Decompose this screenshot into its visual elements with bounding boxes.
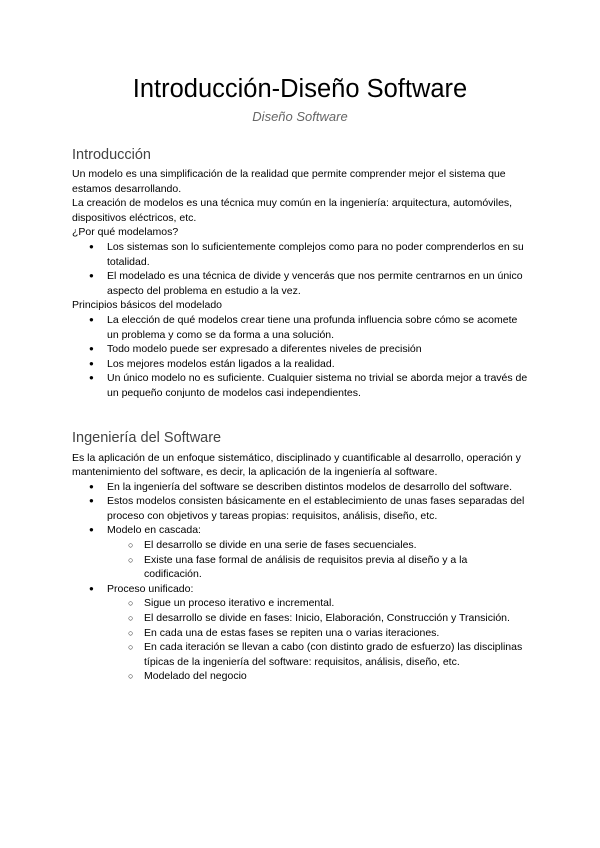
paragraph-principios: Principios básicos del modelado — [72, 299, 222, 312]
list-item: ● La elección de qué modelos crear tiene una profunda influencia sobre cómo se acomete un problema y como se da forma a una solución. — [72, 313, 528, 342]
list-item: ● Estos modelos consisten básicamente en el establecimiento de unas fases separadas del proceso con objetivos y tareas propias: requisitos, análisis, diseño, etc. — [72, 494, 528, 523]
list-item: ● Los sistemas son lo suficientemente complejos como para no poder comprenderlos en su totalidad. — [72, 240, 528, 269]
paragraph-modelo: Un modelo es una simplificación de la realidad que permite comprender mejor el sistema que estamos desarrollando. — [72, 168, 506, 195]
list-item: ● Todo modelo puede ser expresado a diferentes niveles de precisión — [72, 342, 528, 357]
document-title: Introducción-Diseño Software — [132, 75, 468, 103]
list-item-unificado — [72, 582, 528, 684]
why-model-list — [72, 240, 528, 298]
section-heading-ingenieria: Ingeniería del Software — [72, 429, 222, 446]
list-item: ● Los mejores modelos están ligados a la realidad. — [72, 357, 528, 372]
paragraph-por-que: ¿Por qué modelamos? — [72, 226, 179, 239]
section-heading-introduccion: Introducción — [72, 147, 151, 163]
sublist-item: ○ Modelado del negocio — [107, 669, 528, 684]
unified-label: Proceso unificado: — [107, 582, 194, 595]
list-item: ● Un único modelo no es suficiente. Cualquier sistema no trivial se aborda mejor a través de un pequeño conjunto de modelos casi independientes. — [72, 371, 528, 400]
sublist-item: ○ En cada una de estas fases se repiten una o varias iteraciones. — [107, 626, 528, 641]
principles-list — [72, 313, 528, 401]
list-item: ● El modelado es una técnica de divide y vencerás que nos permite centrarnos en un único aspecto del problema en estudio a la vez. — [72, 269, 528, 298]
sublist-item: ○ Sigue un proceso iterativo e incremental. — [107, 596, 528, 611]
sublist-item: ○ El desarrollo se divide en fases: Inicio, Elaboración, Construcción y Transición. — [107, 611, 528, 626]
cascade-sublist — [107, 538, 528, 582]
paragraph-definition: Es la aplicación de un enfoque sistemático, disciplinado y cuantificable al desarrollo, operación y mantenimiento del software, es decir, la aplicación de la ingeniería al software. — [72, 451, 521, 479]
unified-sublist — [107, 596, 528, 684]
document-subtitle: Diseño Software — [252, 109, 348, 124]
sublist-item: ○ Existe una fase formal de análisis de requisitos previa al diseño y a la codificación. — [107, 553, 528, 582]
list-item: ● En la ingeniería del software se describen distintos modelos de desarrollo del software. — [72, 480, 528, 495]
list-item-cascada — [72, 523, 528, 581]
ingenieria-list — [72, 480, 528, 684]
cascade-label: Modelo en cascada: — [107, 524, 201, 537]
paragraph-creacion: La creación de modelos es una técnica muy común en la ingeniería: arquitectura, automóviles, dispositivos eléctricos, etc. — [72, 197, 513, 224]
sublist-item: ○ El desarrollo se divide en una serie de fases secuenciales. — [107, 538, 528, 553]
sublist-item: ○ En cada iteración se llevan a cabo (con distinto grado de esfuerzo) las disciplinas típicas de la ingeniería del software: requisitos, análisis, diseño, etc. — [107, 640, 528, 669]
document-page — [72, 0, 528, 684]
